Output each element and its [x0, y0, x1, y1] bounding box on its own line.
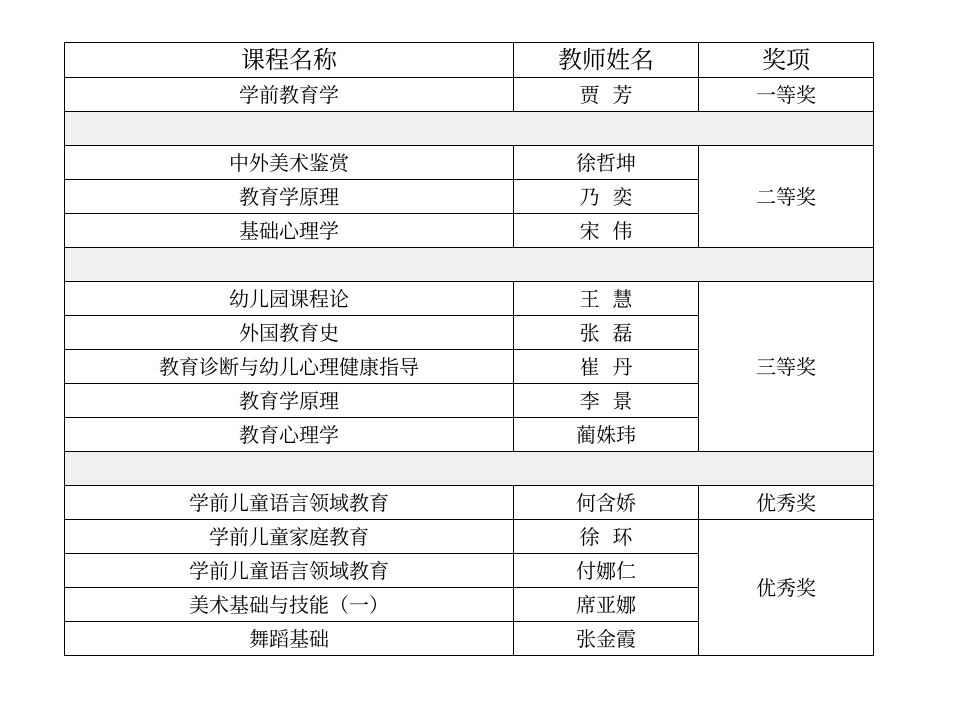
award-cell: 一等奖 — [699, 78, 874, 112]
course-cell: 学前儿童语言领域教育 — [65, 554, 514, 588]
group-separator-row — [65, 248, 874, 282]
course-cell: 美术基础与技能（一） — [65, 588, 514, 622]
teacher-cell: 蔺姝玮 — [514, 418, 699, 452]
award-cell: 优秀奖 — [699, 520, 874, 656]
header-teacher: 教师姓名 — [514, 43, 699, 78]
course-cell: 学前儿童语言领域教育 — [65, 486, 514, 520]
course-cell: 中外美术鉴赏 — [65, 146, 514, 180]
teacher-cell: 付娜仁 — [514, 554, 699, 588]
course-cell: 教育学原理 — [65, 180, 514, 214]
course-cell: 舞蹈基础 — [65, 622, 514, 656]
course-cell: 学前儿童家庭教育 — [65, 520, 514, 554]
award-cell: 三等奖 — [699, 282, 874, 452]
table-row — [65, 78, 874, 112]
teacher-cell: 张 磊 — [514, 316, 699, 350]
teacher-cell: 王 慧 — [514, 282, 699, 316]
group-separator-row — [65, 452, 874, 486]
award-cell: 二等奖 — [699, 146, 874, 248]
table-row — [65, 486, 874, 520]
teacher-cell: 何含娇 — [514, 486, 699, 520]
teacher-cell: 徐 环 — [514, 520, 699, 554]
awards-table — [64, 42, 874, 656]
group-separator-row — [65, 112, 874, 146]
teacher-cell: 徐哲坤 — [514, 146, 699, 180]
teacher-cell: 乃 奕 — [514, 180, 699, 214]
table-row — [65, 520, 874, 554]
course-cell: 外国教育史 — [65, 316, 514, 350]
awards-table-container — [64, 42, 874, 656]
table-row — [65, 282, 874, 316]
header-course: 课程名称 — [65, 43, 514, 78]
teacher-cell: 贾 芳 — [514, 78, 699, 112]
course-cell: 学前教育学 — [65, 78, 514, 112]
course-cell: 教育诊断与幼儿心理健康指导 — [65, 350, 514, 384]
teacher-cell: 席亚娜 — [514, 588, 699, 622]
table-header-row — [65, 43, 874, 78]
award-cell: 优秀奖 — [699, 486, 874, 520]
teacher-cell: 张金霞 — [514, 622, 699, 656]
header-award: 奖项 — [699, 43, 874, 78]
teacher-cell: 崔 丹 — [514, 350, 699, 384]
course-cell: 教育心理学 — [65, 418, 514, 452]
course-cell: 基础心理学 — [65, 214, 514, 248]
teacher-cell: 宋 伟 — [514, 214, 699, 248]
course-cell: 教育学原理 — [65, 384, 514, 418]
table-row — [65, 146, 874, 180]
course-cell: 幼儿园课程论 — [65, 282, 514, 316]
teacher-cell: 李 景 — [514, 384, 699, 418]
